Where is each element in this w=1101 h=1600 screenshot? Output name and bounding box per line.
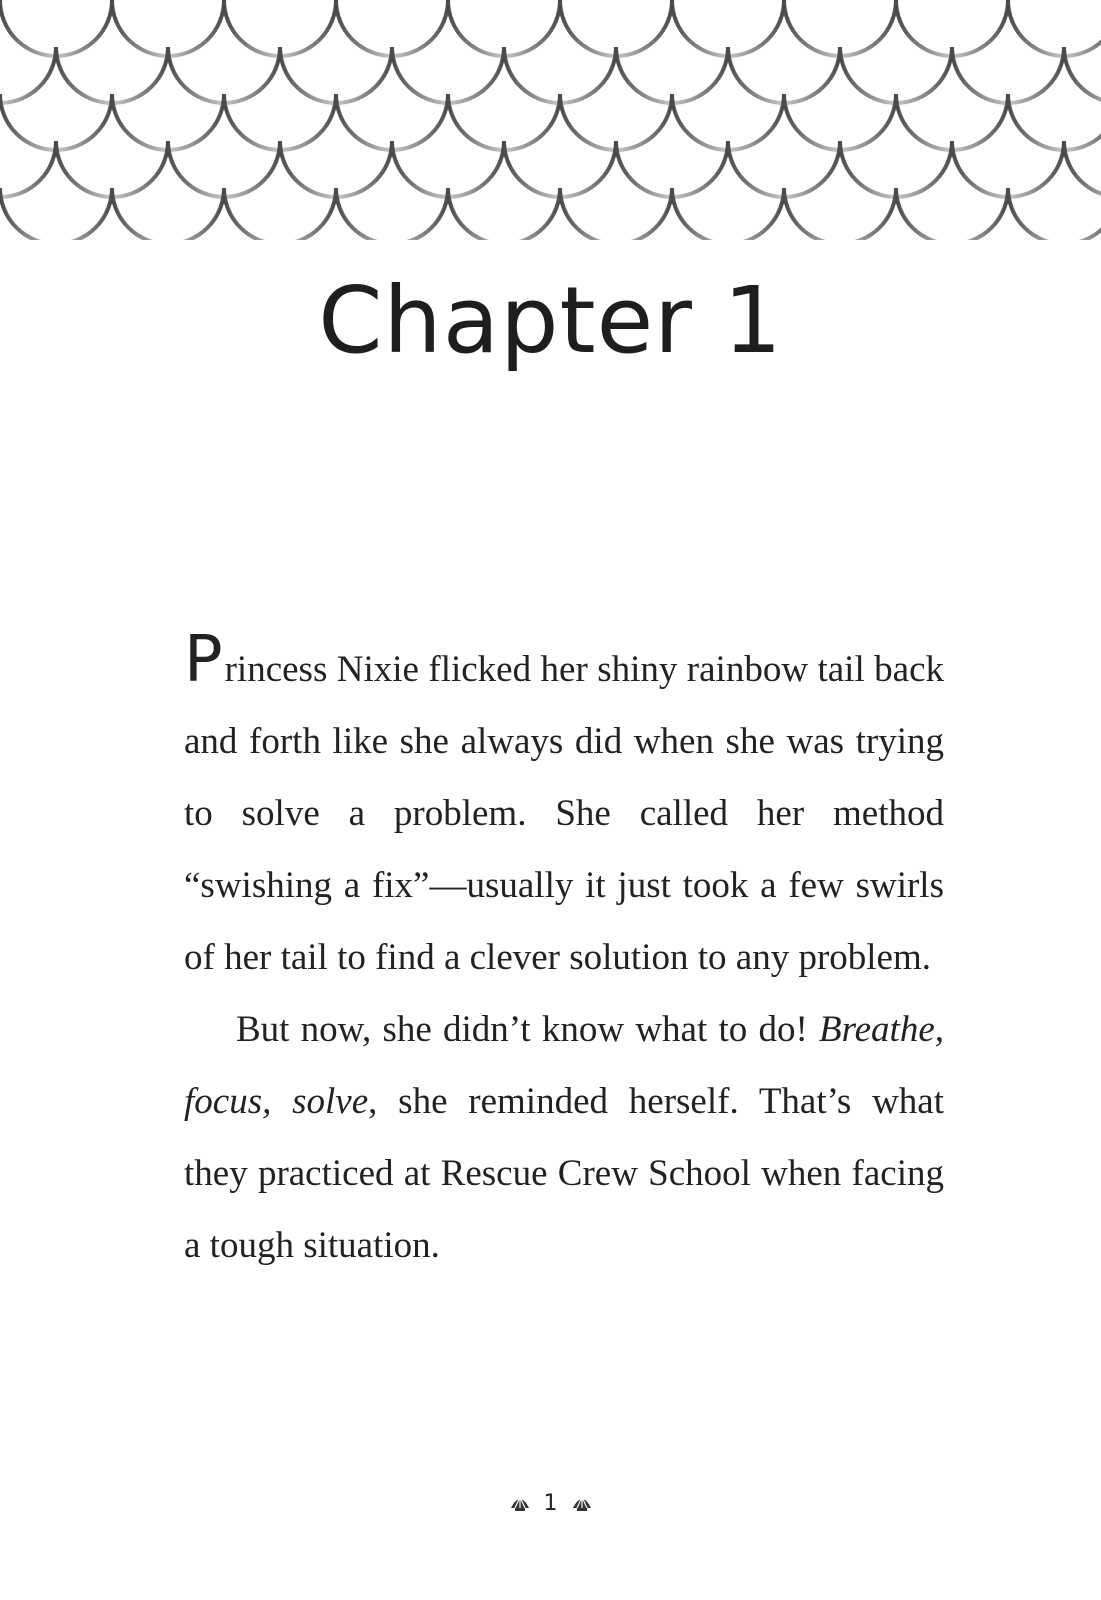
paragraph-2-italic: Breathe, focus, solve <box>184 1009 944 1122</box>
shell-icon <box>509 1494 531 1512</box>
scale-arc <box>1008 0 1101 56</box>
paragraph-1 <box>184 623 944 994</box>
paragraph-2-lead: But now, she didn’t know what to do! <box>236 1009 819 1050</box>
paragraph-2 <box>184 994 944 1282</box>
chapter-body <box>184 623 944 1282</box>
mermaid-scale-border <box>0 0 1101 240</box>
paragraph-2-rest: , she reminded herself. That’s what they practiced at Rescue Crew School when facing a tough situation. <box>184 1081 944 1266</box>
page-footer <box>0 1490 1101 1516</box>
shell-icon <box>571 1494 593 1512</box>
page-number: 1 <box>543 1490 558 1516</box>
drop-cap: P <box>184 623 223 697</box>
chapter-title: Chapter 1 <box>318 267 783 374</box>
paragraph-1-text: rincess Nixie flicked her shiny rainbow tail back and forth like she always did when she was trying to solve a problem. She called her method “swishing a fix”—usually it just took a few swirls of her tail to find a clever solution to any problem. <box>184 649 944 978</box>
